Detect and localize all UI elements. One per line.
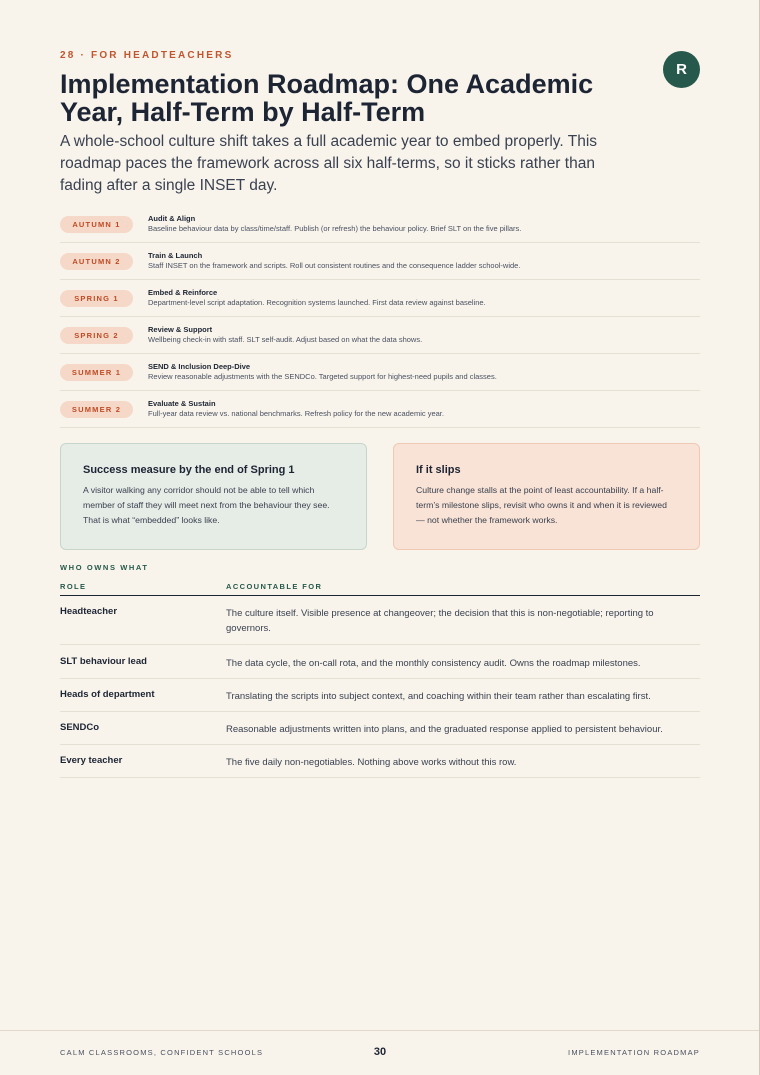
role-cell: SLT behaviour lead	[60, 656, 147, 667]
role-cell: Every teacher	[60, 755, 123, 766]
term-pill: SUMMER 1	[60, 364, 133, 381]
milestone-title: Audit & Align	[148, 214, 196, 223]
accountable-column-header: ACCOUNTABLE FOR	[226, 581, 323, 591]
table-row	[60, 645, 700, 679]
accountable-cell: The culture itself. Visible presence at changeover; the decision that this is non-negotiable; reporting to governors.	[226, 608, 654, 634]
term-pill: SUMMER 2	[60, 401, 133, 418]
role-cell: SENDCo	[60, 722, 100, 733]
card-title: Success measure by the end of Spring 1	[83, 464, 295, 476]
section-badge: R	[663, 51, 700, 88]
table-row	[60, 745, 700, 778]
milestone-desc: Wellbeing check-in with staff. SLT self-audit. Adjust based on what the data shows.	[148, 335, 423, 344]
milestone-title: Evaluate & Sustain	[148, 399, 216, 408]
accountable-cell: Reasonable adjustments written into plans, and the graduated response applied to persistent behaviour.	[226, 724, 663, 735]
footer-section-title: IMPLEMENTATION ROADMAP	[568, 1048, 700, 1057]
roadmap-row	[60, 354, 700, 391]
accountable-cell: The five daily non-negotiables. Nothing above works without this row.	[226, 757, 517, 768]
card-title: If it slips	[416, 464, 461, 476]
milestone-title: Train & Launch	[148, 251, 203, 260]
page-number: 30	[373, 1046, 387, 1058]
accountable-cell: The data cycle, the on-call rota, and the monthly consistency audit. Owns the roadmap milestones.	[226, 658, 641, 669]
if-it-slips-card	[393, 443, 700, 550]
page-title: Implementation Roadmap: One Academic Year, Half-Term by Half-Term	[60, 69, 594, 127]
milestone-desc: Staff INSET on the framework and scripts. Roll out consistent routines and the consequence ladder school-wide.	[148, 261, 521, 270]
card-body: A visitor walking any corridor should not be able to tell which member of staff they will meet next from the behaviour they see. That is what “embedded” looks like.	[83, 485, 330, 525]
lede-paragraph: A whole-school culture shift takes a full academic year to embed properly. This roadmap paces the framework across all six half-terms, so it sticks rather than fading after a single INSET day.	[60, 133, 598, 194]
table-header	[60, 577, 700, 596]
milestone-title: Embed & Reinforce	[148, 288, 218, 297]
term-pill: AUTUMN 2	[60, 253, 133, 270]
roadmap-row	[60, 280, 700, 317]
term-pill: SPRING 1	[60, 290, 133, 307]
milestone-desc: Full-year data review vs. national benchmarks. Refresh policy for the new academic year.	[148, 409, 444, 418]
term-pill: SPRING 2	[60, 327, 133, 344]
roadmap-row	[60, 391, 700, 428]
milestone-title: Review & Support	[148, 325, 213, 334]
card-body: Culture change stalls at the point of least accountability. If a half-term’s milestone slips, revisit who owns it and when it is reviewed — not whether the framework works.	[416, 485, 667, 525]
milestone-title: SEND & Inclusion Deep-Dive	[148, 362, 251, 371]
owners-section-label: WHO OWNS WHAT	[60, 563, 149, 572]
footer-book-title: CALM CLASSROOMS, CONFIDENT SCHOOLS	[60, 1048, 264, 1057]
roadmap-row	[60, 206, 700, 243]
milestone-desc: Baseline behaviour data by class/time/staff. Publish (or refresh) the behaviour policy. Brief SLT on the five pillars.	[148, 224, 522, 233]
roadmap-row	[60, 243, 700, 280]
table-row	[60, 596, 700, 645]
milestone-desc: Department-level script adaptation. Recognition systems launched. First data review against baseline.	[148, 298, 486, 307]
roadmap-row	[60, 317, 700, 354]
page-footer	[60, 1047, 700, 1059]
accountable-cell: Translating the scripts into subject context, and coaching within their team rather than escalating first.	[226, 691, 651, 702]
success-measure-card	[60, 443, 367, 550]
role-cell: Heads of department	[60, 689, 155, 700]
footer-divider	[0, 1030, 760, 1031]
role-column-header: ROLE	[60, 581, 87, 591]
table-row	[60, 712, 700, 745]
table-row	[60, 679, 700, 712]
role-cell: Headteacher	[60, 606, 118, 617]
owners-table	[60, 577, 700, 778]
roadmap-list	[60, 206, 700, 428]
section-eyebrow: 28 · FOR HEADTEACHERS	[60, 50, 234, 61]
term-pill: AUTUMN 1	[60, 216, 133, 233]
milestone-desc: Review reasonable adjustments with the SENDCo. Targeted support for highest-need pupils and classes.	[148, 372, 497, 381]
